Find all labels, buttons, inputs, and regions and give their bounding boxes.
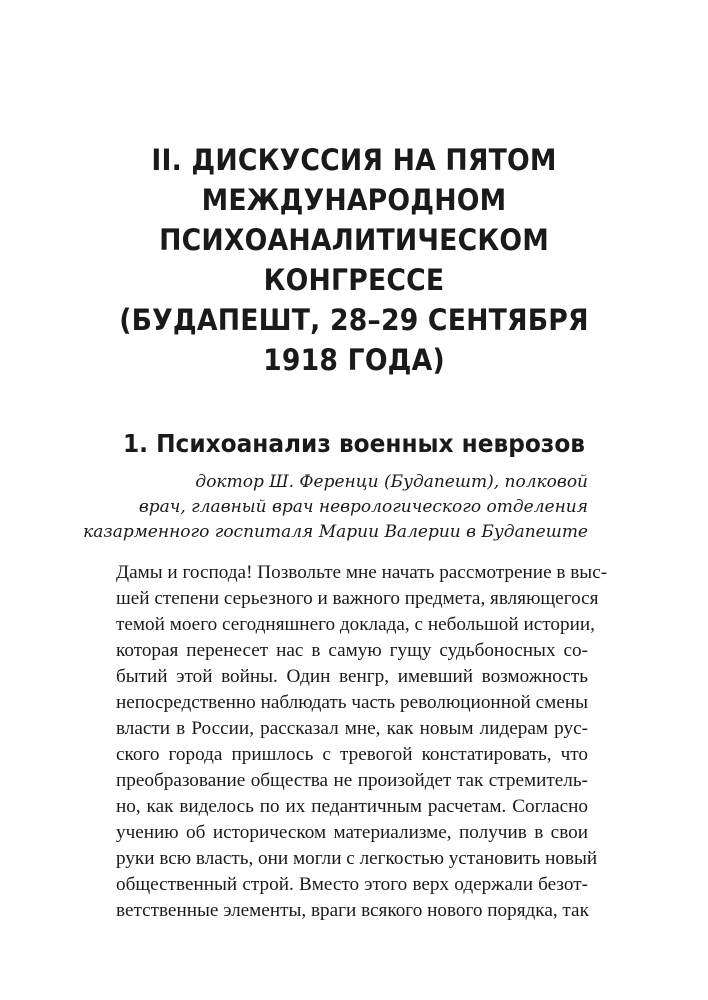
author-byline <box>28 470 588 545</box>
body-line: непосредственно наблюдать часть революционной смены <box>116 692 588 713</box>
author-line: врач, главный врач неврологического отделения <box>138 497 588 517</box>
body-text <box>116 560 608 924</box>
author-line: доктор Ш. Ференци (Будапешт), полковой <box>195 472 588 492</box>
chapter-heading-line: ПСИХОАНАЛИТИЧЕСКОМ <box>159 223 549 257</box>
body-line: ветственные элементы, враги всякого нового порядка, так <box>116 900 589 921</box>
body-line: учению об историческом материализме, получив в свои <box>116 822 588 843</box>
chapter-heading-line: (БУДАПЕШТ, 28–29 СЕНТЯБРЯ <box>119 303 589 337</box>
section-title: 1. Психоанализ военных неврозов <box>122 429 586 458</box>
body-line: которая перенесет нас в самую гущу судьбоносных со- <box>116 640 588 661</box>
author-line: казарменного госпиталя Марии Валерии в Будапеште <box>83 522 588 542</box>
chapter-heading-line: II. ДИСКУССИЯ НА ПЯТОМ <box>151 143 557 177</box>
body-line: бытий этой войны. Один венгр, имевший возможность <box>116 666 588 687</box>
body-line: руки всю власть, они могли с легкостью установить новый <box>116 848 598 869</box>
body-line: но, как виделось по их педантичным расчетам. Согласно <box>116 796 588 817</box>
chapter-heading-line: 1918 ГОДА) <box>263 343 445 377</box>
body-line: общественный строй. Вместо этого верх одержали безот- <box>116 874 588 895</box>
body-line: Дамы и господа! Позвольте мне начать рассмотрение в выс- <box>116 562 608 583</box>
chapter-heading-line: КОНГРЕССЕ <box>263 263 445 297</box>
body-line: шей степени серьезного и важного предмета, являющегося <box>116 588 599 609</box>
body-line: преобразование общества не произойдет так стремитель- <box>116 770 588 791</box>
chapter-heading <box>84 140 625 380</box>
chapter-heading-line: МЕЖДУНАРОДНОМ <box>201 183 507 217</box>
body-line: власти в России, рассказал мне, как новым лидерам рус- <box>116 718 588 739</box>
body-line: темой моего сегодняшнего доклада, с небольшой истории, <box>116 614 595 635</box>
body-line: ского города пришлось с тревогой констатировать, что <box>116 744 588 765</box>
